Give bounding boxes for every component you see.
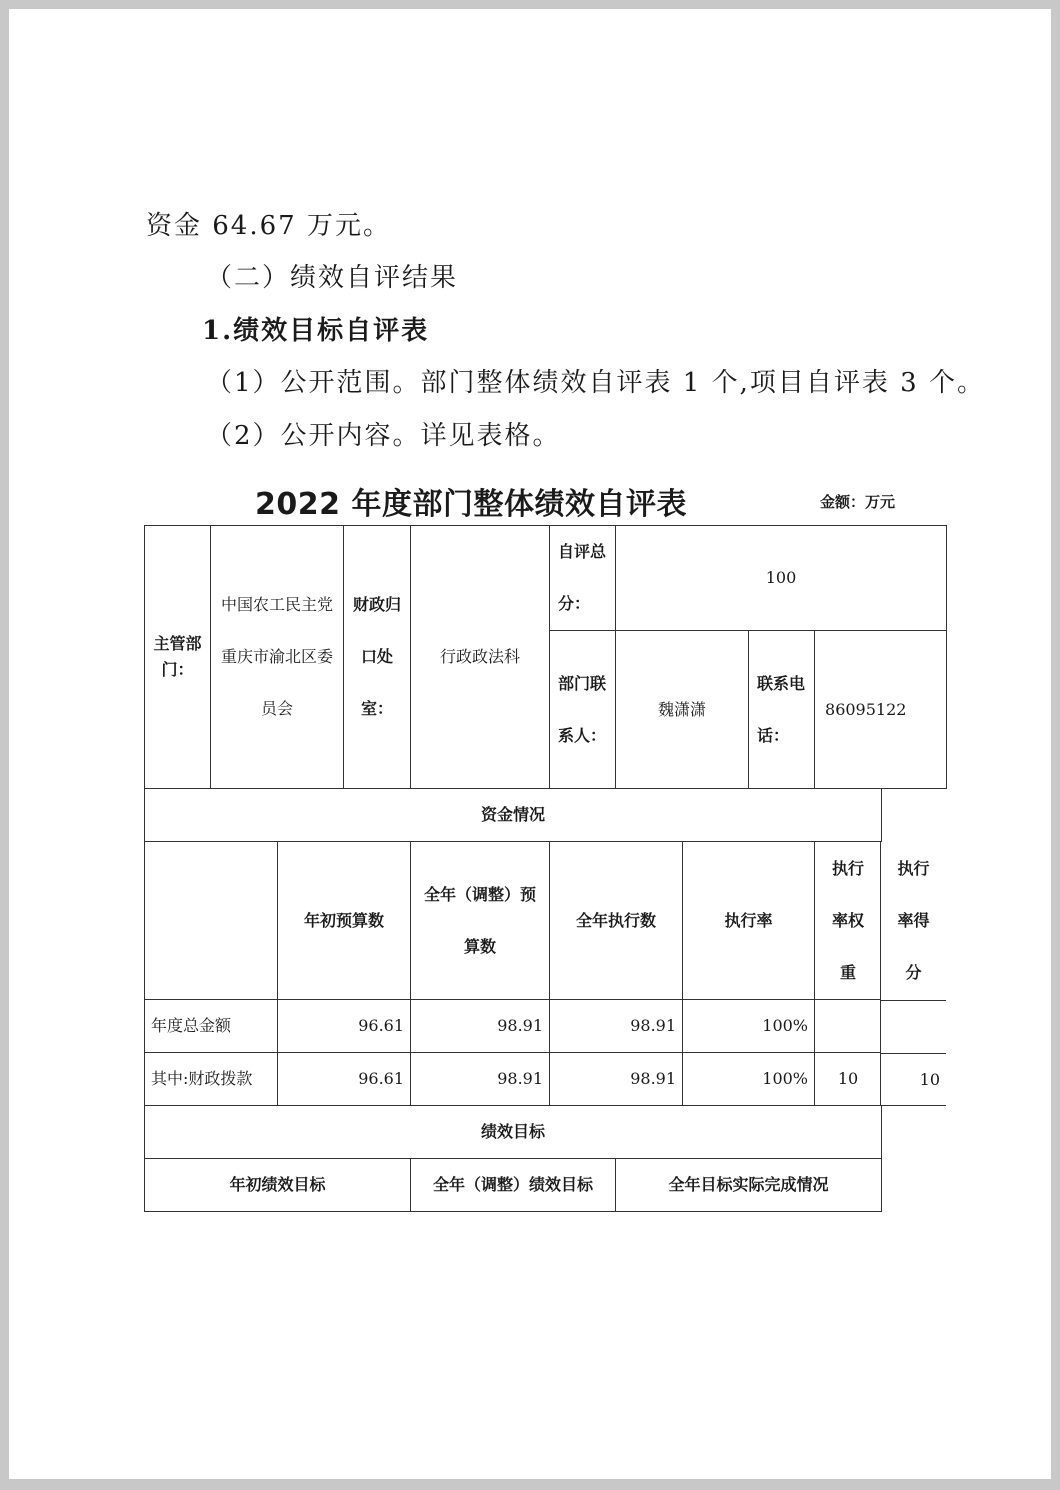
paragraph-scope: （1）公开范围。部门整体绩效自评表 1 个,项目自评表 3 个。 <box>206 368 985 398</box>
row-total-label-text: 年度总金额 <box>151 1016 232 1035</box>
row-fiscal-executed-text: 98.91 <box>630 1069 677 1088</box>
row-total-rate-text: 100% <box>762 1016 809 1035</box>
row-fiscal-weight <box>815 1053 882 1106</box>
contact-value: 魏潇潇 <box>658 699 707 719</box>
col-header-weight-text: 执行率权重 <box>832 858 865 982</box>
row-fiscal-budget <box>278 1053 411 1106</box>
col-header-rate <box>683 842 815 1000</box>
row-fiscal-label-text: 其中:财政拨款 <box>151 1069 253 1088</box>
score-value-cell <box>616 526 947 631</box>
col-header-rate-text: 执行率 <box>724 910 773 930</box>
col-header-adjusted <box>411 842 550 1000</box>
row-fiscal-rate <box>683 1053 815 1106</box>
funds-header: 资金情况 <box>481 805 546 824</box>
table-title: 2022 年度部门整体绩效自评表 <box>255 487 687 522</box>
row-fiscal-budget-text: 96.61 <box>358 1069 405 1088</box>
col-header-budget-text: 年初预算数 <box>304 910 385 930</box>
row-fiscal-rate-text: 100% <box>762 1069 809 1088</box>
row-fiscal-adjusted-text: 98.91 <box>497 1069 544 1088</box>
score-label-cell <box>550 526 616 631</box>
phone-label-cell <box>749 631 815 789</box>
funds-header-cell <box>145 789 882 842</box>
blank-header-cell <box>145 842 278 1000</box>
col-header-budget <box>278 842 411 1000</box>
row-total-executed-text: 98.91 <box>630 1016 677 1035</box>
col-header-executed-text: 全年执行数 <box>576 910 657 930</box>
goal-col-initial <box>145 1159 411 1212</box>
paragraph-content: （2）公开内容。详见表格。 <box>206 421 561 451</box>
finance-label: 财政归口处室： <box>353 595 402 718</box>
phone-value-cell <box>815 631 947 789</box>
contact-label-cell <box>550 631 616 789</box>
row-fiscal-weight-text: 10 <box>837 1069 859 1088</box>
row-fiscal-label <box>145 1053 278 1106</box>
col-header-score <box>880 842 946 1000</box>
row-total-budget <box>278 1000 411 1053</box>
row-fiscal-score <box>880 1053 946 1106</box>
goal-col-actual-text: 全年目标实际完成情况 <box>668 1175 829 1194</box>
document-page <box>9 9 1051 1479</box>
row-total-executed <box>550 1000 683 1053</box>
goals-header: 绩效目标 <box>481 1122 546 1141</box>
dept-label: 主管部门： <box>153 634 202 679</box>
dept-value-cell <box>211 526 344 789</box>
dept-label-cell <box>145 526 211 789</box>
score-value: 100 <box>765 568 797 587</box>
row-total-budget-text: 96.61 <box>358 1016 405 1035</box>
unit-label: 金额：万元 <box>820 493 896 511</box>
col-header-score-text: 执行率得分 <box>897 859 930 982</box>
goal-col-initial-text: 年初绩效目标 <box>229 1175 326 1194</box>
contact-value-cell <box>616 631 749 789</box>
row-total-adjusted <box>411 1000 550 1053</box>
row-fiscal-executed <box>550 1053 683 1106</box>
col-header-adjusted-text: 全年（调整）预算数 <box>424 884 537 956</box>
row-total-score <box>880 1000 946 1053</box>
col-header-executed <box>550 842 683 1000</box>
col-header-weight <box>815 842 882 1000</box>
phone-value: 86095122 <box>825 699 907 719</box>
performance-table <box>144 525 947 1212</box>
finance-value: 行政政法科 <box>440 647 521 666</box>
row-total-weight <box>815 1000 882 1053</box>
finance-label-cell <box>344 526 411 789</box>
goal-col-actual <box>616 1159 882 1212</box>
phone-label: 联系电话： <box>757 673 806 745</box>
paragraph-section-heading: （二）绩效自评结果 <box>206 263 459 293</box>
goal-col-adjusted-text: 全年（调整）绩效目标 <box>433 1175 594 1194</box>
dept-value: 中国农工民主党重庆市渝北区委员会 <box>221 595 334 718</box>
row-total-adjusted-text: 98.91 <box>497 1016 544 1035</box>
row-total-label <box>145 1000 278 1053</box>
score-label: 自评总分： <box>558 542 607 613</box>
row-fiscal-adjusted <box>411 1053 550 1106</box>
row-total-rate <box>683 1000 815 1053</box>
goal-col-adjusted <box>411 1159 616 1212</box>
finance-value-cell <box>411 526 550 789</box>
row-fiscal-score-text: 10 <box>919 1070 940 1089</box>
goals-header-cell <box>145 1106 882 1159</box>
paragraph-subheading: 1.绩效目标自评表 <box>202 316 430 346</box>
contact-label: 部门联系人： <box>558 673 607 745</box>
paragraph-funds: 资金 64.67 万元。 <box>146 211 391 241</box>
